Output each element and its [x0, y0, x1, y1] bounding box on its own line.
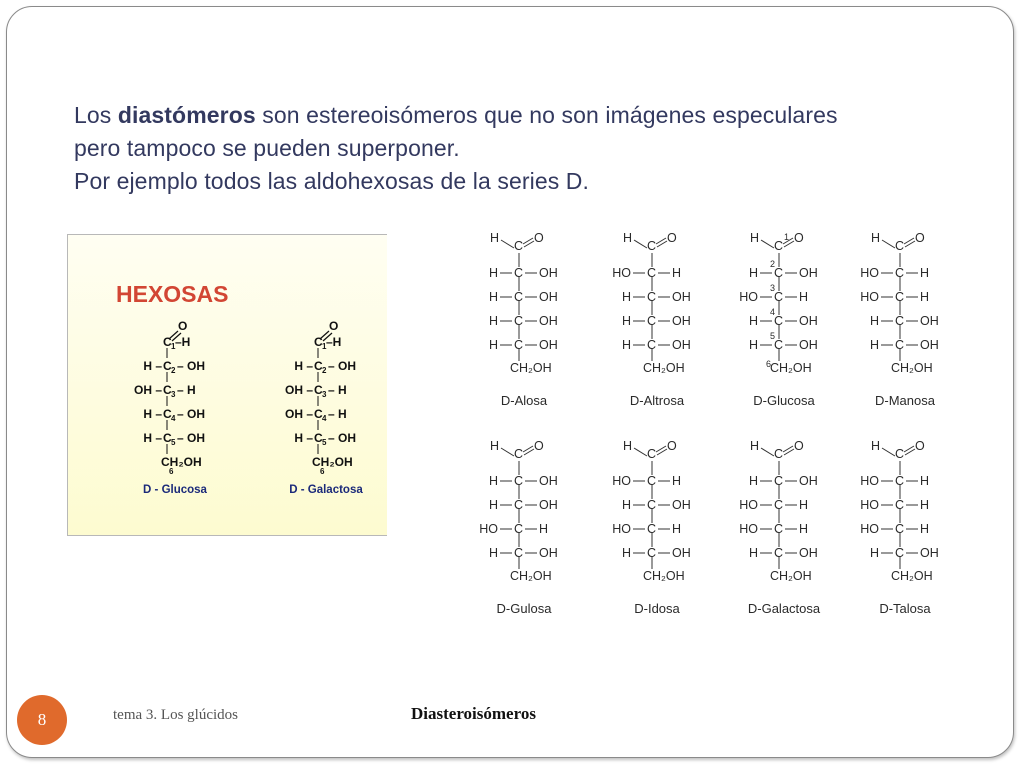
- right-group: OH: [672, 546, 691, 560]
- hexose-structure: [134, 319, 208, 496]
- bond: [761, 240, 774, 248]
- carbon-label: C: [647, 266, 657, 280]
- aldehyde-o: O: [667, 439, 677, 453]
- carbon-label: C: [163, 431, 172, 445]
- aldohexoses-grid: [470, 220, 990, 630]
- double-bond: [656, 238, 666, 244]
- carbon-number: 3: [322, 390, 327, 399]
- bond: [761, 448, 774, 456]
- carbon-left-group: H –: [143, 431, 162, 445]
- aldehyde-o: O: [915, 439, 925, 453]
- left-group: HO: [739, 290, 758, 304]
- left-group: H: [869, 338, 879, 352]
- carbon-label: C: [774, 266, 784, 280]
- double-bond: [783, 446, 793, 452]
- aldohexose-name: D-Gulosa: [496, 601, 552, 616]
- fischer-projection: [860, 439, 939, 616]
- intro-prefix: Los: [74, 102, 118, 128]
- terminal-group: CH₂OH: [643, 569, 685, 583]
- aldehyde-c: C: [514, 239, 524, 253]
- carbon-label: C: [895, 266, 905, 280]
- aldehyde-c: C: [895, 239, 905, 253]
- double-bond: [905, 449, 915, 455]
- aldohexose-name: D-Altrosa: [629, 393, 685, 408]
- carbon-number: 6: [766, 359, 772, 369]
- carbon-number: 2: [322, 366, 327, 375]
- left-group: HO: [612, 474, 631, 488]
- carbon-left-group: OH –: [284, 407, 313, 421]
- carbon-label: C: [514, 266, 524, 280]
- carbon-label: C: [163, 335, 172, 349]
- aldehyde-c: C: [647, 239, 657, 253]
- carbon-label: C: [514, 474, 524, 488]
- left-group: H: [621, 498, 631, 512]
- carbon-label: C: [895, 546, 905, 560]
- carbon-right-group: – OH: [177, 431, 206, 445]
- aldohexose-name: D-Alosa: [500, 393, 548, 408]
- terminal-group: CH₂OH: [312, 455, 353, 469]
- left-group: HO: [739, 498, 758, 512]
- left-group: HO: [612, 522, 631, 536]
- carbon-label: C: [647, 546, 657, 560]
- right-group: OH: [672, 290, 691, 304]
- carbon-label: C: [774, 338, 784, 352]
- right-group: OH: [799, 474, 818, 488]
- aldehyde-o: O: [667, 231, 677, 245]
- carbon-label: C: [163, 359, 172, 373]
- slide-number-badge: 8: [17, 695, 67, 745]
- carbon-label: C: [647, 522, 657, 536]
- double-bond: [784, 449, 794, 455]
- fischer-projection: [612, 439, 691, 616]
- carbon-label: C: [895, 474, 905, 488]
- carbon-label: C: [647, 474, 657, 488]
- hexosas-structures: [68, 235, 388, 537]
- right-group: H: [920, 290, 930, 304]
- right-group: H: [799, 290, 809, 304]
- carbon-substituent: –H: [175, 335, 191, 349]
- aldehyde-oxygen: O: [329, 319, 339, 333]
- aldohexose-name: D-Glucosa: [753, 393, 815, 408]
- right-group: OH: [799, 314, 818, 328]
- left-group: H: [488, 338, 498, 352]
- left-group: H: [488, 290, 498, 304]
- left-group: H: [488, 546, 498, 560]
- right-group: H: [920, 522, 930, 536]
- left-group: H: [488, 498, 498, 512]
- aldehyde-h: H: [750, 439, 760, 453]
- left-group: H: [621, 546, 631, 560]
- left-group: H: [748, 266, 758, 280]
- terminal-group: CH₂OH: [643, 361, 685, 375]
- carbon-right-group: – H: [177, 383, 196, 397]
- aldehyde-h: H: [750, 231, 760, 245]
- carbon-number: 3: [171, 390, 176, 399]
- right-group: OH: [672, 498, 691, 512]
- double-bond: [524, 241, 534, 247]
- double-bond: [656, 446, 666, 452]
- aldehyde-h: H: [871, 439, 881, 453]
- carbon-number: 1: [322, 342, 327, 351]
- fischer-projection: [739, 231, 818, 408]
- left-group: H: [621, 338, 631, 352]
- carbon-right-group: – OH: [177, 407, 206, 421]
- left-group: HO: [860, 498, 879, 512]
- left-group: HO: [860, 474, 879, 488]
- terminal-group: CH₂OH: [510, 569, 552, 583]
- carbon-right-group: – OH: [328, 359, 357, 373]
- carbon-label: C: [163, 407, 172, 421]
- carbon-right-group: – H: [328, 407, 347, 421]
- carbon-number: 2: [171, 366, 176, 375]
- aldohexose-name: D-Manosa: [875, 393, 935, 408]
- right-group: OH: [539, 546, 558, 560]
- carbon-left-group: H –: [294, 431, 313, 445]
- terminal-group: CH₂OH: [891, 361, 933, 375]
- intro-bold-term: diastómeros: [117, 102, 256, 128]
- carbon-number: 6: [320, 467, 325, 476]
- aldehyde-h: H: [490, 439, 500, 453]
- double-bond: [905, 241, 915, 247]
- carbon-number: 1: [171, 342, 176, 351]
- right-group: OH: [539, 290, 558, 304]
- carbon-label: C: [774, 546, 784, 560]
- footer-slide-title: Diasteroisómeros: [411, 704, 536, 723]
- carbon-number: 1: [784, 232, 790, 242]
- left-group: HO: [612, 266, 631, 280]
- aldehyde-h: H: [623, 439, 633, 453]
- intro-rest: son estereoisómeros que no son imágenes especulares pero tampoco se pueden superponer.: [74, 102, 838, 161]
- carbon-label: C: [163, 383, 172, 397]
- carbon-number: 5: [322, 438, 327, 447]
- aldehyde-c: C: [514, 447, 524, 461]
- right-group: H: [799, 522, 809, 536]
- right-group: H: [539, 522, 549, 536]
- carbon-label: C: [774, 290, 784, 304]
- double-bond: [904, 446, 914, 452]
- right-group: OH: [920, 546, 939, 560]
- bond: [634, 240, 647, 248]
- carbon-left-group: H –: [143, 359, 162, 373]
- terminal-group: CH₂OH: [770, 361, 812, 375]
- hexose-structure: [285, 319, 363, 496]
- aldehyde-oxygen: O: [178, 319, 188, 333]
- bond: [882, 448, 895, 456]
- double-bond: [523, 446, 533, 452]
- right-group: H: [920, 498, 930, 512]
- carbon-left-group: OH –: [133, 383, 162, 397]
- carbon-label: C: [647, 290, 657, 304]
- right-group: H: [672, 474, 682, 488]
- left-group: H: [621, 314, 631, 328]
- left-group: H: [488, 474, 498, 488]
- aldehyde-o: O: [915, 231, 925, 245]
- right-group: OH: [539, 338, 558, 352]
- double-bond: [657, 449, 667, 455]
- carbon-label: C: [774, 498, 784, 512]
- left-group: HO: [860, 522, 879, 536]
- carbon-left-group: H –: [143, 407, 162, 421]
- right-group: H: [672, 522, 682, 536]
- carbon-label: C: [514, 290, 524, 304]
- fischer-projection: [479, 439, 558, 616]
- bond: [882, 240, 895, 248]
- carbon-label: C: [314, 383, 323, 397]
- carbon-label: C: [514, 338, 524, 352]
- right-group: OH: [920, 314, 939, 328]
- carbon-number: 4: [171, 414, 176, 423]
- aldehyde-c: C: [895, 447, 905, 461]
- left-group: H: [748, 546, 758, 560]
- intro-text: [74, 99, 874, 198]
- right-group: OH: [539, 498, 558, 512]
- carbon-label: C: [647, 498, 657, 512]
- carbon-label: C: [774, 314, 784, 328]
- carbon-label: C: [895, 290, 905, 304]
- carbon-number: 3: [770, 283, 776, 293]
- carbon-left-group: H –: [294, 359, 313, 373]
- carbon-left-group: OH –: [284, 383, 313, 397]
- double-bond: [657, 241, 667, 247]
- terminal-group: CH₂OH: [891, 569, 933, 583]
- bond: [501, 240, 514, 248]
- fischer-projection: [860, 231, 939, 408]
- terminal-group: CH₂OH: [161, 455, 202, 469]
- intro-line3: Por ejemplo todos las aldohexosas de la series D.: [74, 168, 590, 194]
- hexosas-title: HEXOSAS: [116, 281, 229, 307]
- double-bond: [524, 449, 534, 455]
- carbon-label: C: [314, 431, 323, 445]
- left-group: H: [621, 290, 631, 304]
- aldehyde-o: O: [534, 231, 544, 245]
- terminal-group: CH₂OH: [510, 361, 552, 375]
- carbon-label: C: [895, 498, 905, 512]
- aldehyde-c: C: [647, 447, 657, 461]
- carbon-right-group: – OH: [328, 431, 357, 445]
- left-group: H: [748, 314, 758, 328]
- carbon-label: C: [895, 522, 905, 536]
- carbon-label: C: [774, 522, 784, 536]
- left-group: H: [748, 338, 758, 352]
- carbon-label: C: [514, 314, 524, 328]
- carbon-label: C: [774, 474, 784, 488]
- carbon-number: 6: [169, 467, 174, 476]
- aldohexose-name: D-Galactosa: [747, 601, 821, 616]
- bond: [634, 448, 647, 456]
- carbon-label: C: [314, 335, 323, 349]
- right-group: OH: [799, 338, 818, 352]
- right-group: OH: [920, 338, 939, 352]
- carbon-label: C: [895, 338, 905, 352]
- right-group: H: [920, 474, 930, 488]
- carbon-label: C: [514, 498, 524, 512]
- left-group: HO: [739, 522, 758, 536]
- footer-course-label: tema 3. Los glúcidos: [113, 707, 238, 723]
- double-bond: [523, 238, 533, 244]
- carbon-number: 5: [770, 331, 776, 341]
- aldehyde-h: H: [490, 231, 500, 245]
- carbon-right-group: – H: [328, 383, 347, 397]
- carbon-number: 5: [171, 438, 176, 447]
- aldehyde-h: H: [623, 231, 633, 245]
- carbon-right-group: – OH: [177, 359, 206, 373]
- carbon-number: 2: [770, 259, 776, 269]
- left-group: H: [869, 314, 879, 328]
- right-group: H: [799, 498, 809, 512]
- hexose-name: D - Galactosa: [289, 484, 363, 496]
- aldehyde-o: O: [534, 439, 544, 453]
- carbon-number: 4: [770, 307, 776, 317]
- aldehyde-o: O: [794, 439, 804, 453]
- right-group: OH: [799, 266, 818, 280]
- carbon-label: C: [895, 314, 905, 328]
- bond: [501, 448, 514, 456]
- right-group: OH: [539, 474, 558, 488]
- carbon-label: C: [647, 314, 657, 328]
- right-group: OH: [539, 266, 558, 280]
- hexose-name: D - Glucosa: [143, 484, 207, 496]
- aldehyde-o: O: [794, 231, 804, 245]
- right-group: OH: [799, 546, 818, 560]
- carbon-substituent: –H: [326, 335, 342, 349]
- left-group: H: [748, 474, 758, 488]
- left-group: H: [488, 314, 498, 328]
- double-bond: [904, 238, 914, 244]
- fischer-projection: [612, 231, 691, 408]
- aldehyde-c: C: [774, 447, 784, 461]
- aldehyde-c: C: [774, 239, 784, 253]
- hexosas-panel: [67, 234, 387, 536]
- carbon-label: C: [314, 359, 323, 373]
- left-group: H: [869, 546, 879, 560]
- left-group: HO: [479, 522, 498, 536]
- right-group: OH: [672, 338, 691, 352]
- carbon-label: C: [314, 407, 323, 421]
- right-group: OH: [672, 314, 691, 328]
- left-group: HO: [860, 290, 879, 304]
- aldohexose-name: D-Idosa: [634, 601, 680, 616]
- right-group: H: [672, 266, 682, 280]
- aldohexose-name: D-Talosa: [879, 601, 931, 616]
- carbon-number: 4: [322, 414, 327, 423]
- carbon-label: C: [514, 522, 524, 536]
- fischer-projection: [489, 231, 558, 408]
- terminal-group: CH₂OH: [770, 569, 812, 583]
- fischer-projection: [739, 439, 821, 616]
- left-group: HO: [860, 266, 879, 280]
- aldehyde-h: H: [871, 231, 881, 245]
- right-group: H: [920, 266, 930, 280]
- left-group: H: [488, 266, 498, 280]
- right-group: OH: [539, 314, 558, 328]
- carbon-label: C: [647, 338, 657, 352]
- carbon-label: C: [514, 546, 524, 560]
